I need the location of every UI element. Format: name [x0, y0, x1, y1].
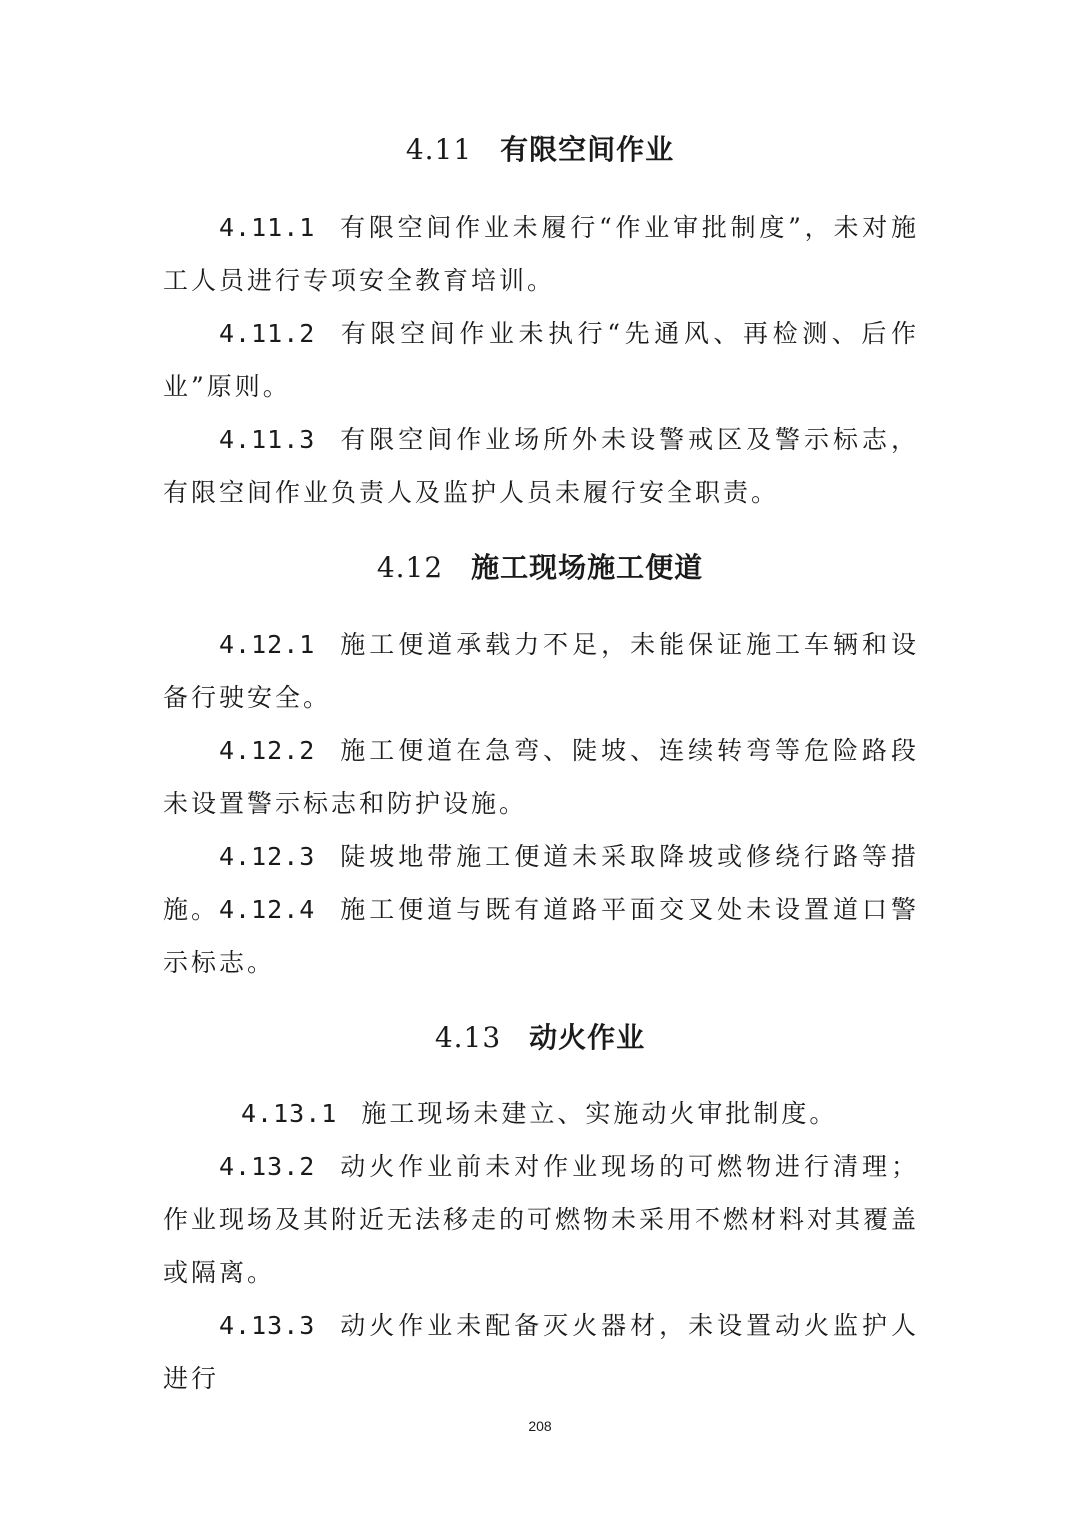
clause-number: 4.12.2: [219, 736, 316, 765]
clause-number: 4.11.2: [219, 319, 316, 348]
clause-4-13-3: [163, 1299, 919, 1405]
clause-4-12-2: [163, 724, 919, 830]
clause-text: 动火作业前未对作业现场的可燃物进行清理；作业现场及其附近无法移走的可燃物未采用不燃材料对其覆盖或隔离。: [163, 1152, 920, 1287]
section-title: 有限空间作业: [500, 133, 675, 166]
clause-text: 有限空间作业未执行“先通风、再检测、后作业”原则。: [163, 319, 919, 401]
clause-4-13-1: [163, 1087, 919, 1140]
section-heading-4-11: [0, 130, 1080, 170]
page-number: 208: [528, 1418, 552, 1434]
clause-text: 施工现场未建立、实施动火审批制度。: [361, 1099, 838, 1128]
clause-4-13-2: [163, 1140, 919, 1299]
clause-4-11-2: [163, 307, 919, 413]
clause-text: 有限空间作业未履行“作业审批制度”，未对施工人员进行专项安全教育培训。: [163, 213, 919, 295]
clause-4-12-1: [163, 618, 919, 724]
section-heading-4-12: [0, 548, 1080, 588]
clause-text: 陡坡地带施工便道未采取降坡或修绕行路等措施。: [163, 842, 919, 924]
section-number: 4.13: [434, 1021, 502, 1054]
clause-number: 4.12.4: [219, 895, 316, 924]
clause-4-12-4: [163, 883, 919, 989]
clause-text: 动火作业未配备灭火器材，未设置动火监护人进行: [163, 1311, 919, 1393]
section-number: 4.12: [376, 551, 444, 584]
section-title: 施工现场施工便道: [471, 551, 704, 584]
section-heading-4-13: [0, 1018, 1080, 1058]
clause-number: 4.12.1: [219, 630, 316, 659]
clause-number: 4.13.2: [219, 1152, 316, 1181]
clause-number: 4.11.1: [219, 213, 316, 242]
clause-text: 施工便道在急弯、陡坡、连续转弯等危险路段未设置警示标志和防护设施。: [163, 736, 919, 818]
clause-number: 4.13.1: [241, 1099, 338, 1128]
section-number: 4.11: [405, 133, 473, 166]
section-title: 动火作业: [529, 1021, 646, 1054]
clause-4-11-1: [163, 201, 919, 307]
clause-number: 4.13.3: [219, 1311, 316, 1340]
clause-4-11-3: [163, 413, 919, 519]
clause-text: 施工便道与既有道路平面交叉处未设置道口警示标志。: [163, 895, 919, 977]
clause-text: 施工便道承载力不足，未能保证施工车辆和设备行驶安全。: [163, 630, 919, 712]
clause-number: 4.11.3: [219, 425, 316, 454]
clause-number: 4.12.3: [219, 842, 316, 871]
clause-text: 有限空间作业场所外未设警戒区及警示标志，有限空间作业负责人及监护人员未履行安全职责。: [163, 425, 919, 507]
